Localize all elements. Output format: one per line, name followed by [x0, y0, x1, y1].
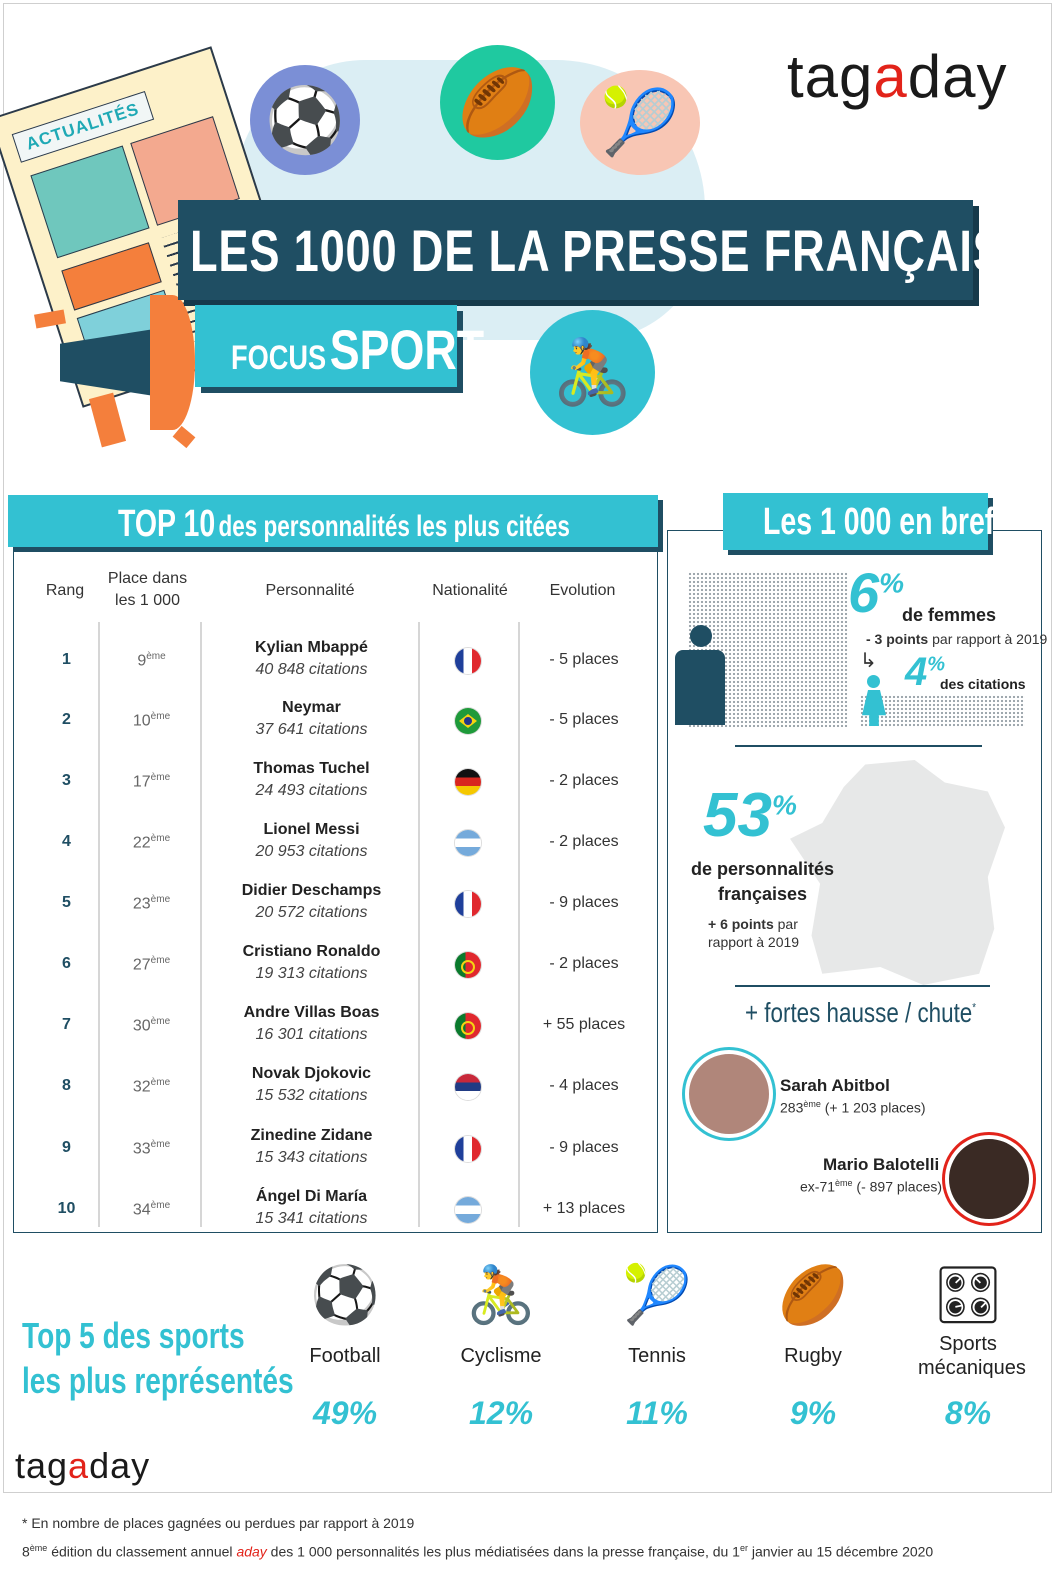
man-icon — [675, 650, 725, 725]
france-flag-icon — [455, 891, 481, 917]
focus-banner — [195, 305, 485, 387]
argentina-flag-icon — [455, 830, 481, 856]
place-cell: 30ème — [132, 1016, 171, 1035]
place-cell: 10ème — [132, 711, 171, 730]
sport-football — [275, 1260, 415, 1431]
citation-count: 15 532 citations — [255, 1087, 368, 1104]
table-row — [14, 631, 654, 692]
steering-wheel-icon: 🎛 — [932, 1263, 1004, 1326]
citations-label: des citations — [940, 676, 1026, 692]
table-row — [14, 996, 654, 1057]
down-rank: ex-71ème (- 897 places) — [800, 1178, 943, 1195]
french-label: de personnalités françaises — [690, 859, 835, 904]
top5-label: Top 5 des sports les plus représentés — [22, 1315, 294, 1401]
citation-count: 15 343 citations — [255, 1149, 368, 1166]
citation-count: 16 301 citations — [255, 1026, 368, 1043]
mario-balotelli-avatar — [945, 1135, 1033, 1223]
evolution-cell: - 5 places — [549, 711, 619, 728]
rank-cell: 4 — [62, 833, 71, 850]
person-name: Lionel Messi — [263, 821, 360, 838]
sport-rugby — [743, 1260, 883, 1431]
megaphone-mouth — [150, 295, 195, 430]
place-cell: 22ème — [132, 833, 171, 852]
moves-title: + fortes hausse / chute* — [745, 997, 976, 1028]
citation-count: 20 572 citations — [255, 904, 368, 921]
tagaday-logo: tagaday — [15, 1445, 151, 1486]
table-row — [14, 813, 654, 874]
french-percent: 53% — [703, 781, 797, 850]
place-cell: 33ème — [132, 1139, 171, 1158]
person-name: Zinedine Zidane — [250, 1127, 373, 1144]
citation-count: 37 641 citations — [255, 721, 368, 738]
rank-cell: 5 — [62, 894, 71, 911]
person-name: Thomas Tuchel — [253, 760, 370, 777]
sport-name: Football — [309, 1345, 381, 1367]
citation-count: 40 848 citations — [255, 661, 368, 678]
evolution-cell: - 2 places — [549, 955, 619, 972]
evolution-cell: - 4 places — [549, 1077, 619, 1094]
person-name: Neymar — [282, 699, 341, 716]
page-title: LES 1000 DE LA PRESSE FRANÇAISE — [190, 219, 1035, 284]
sport-percent: 12% — [468, 1395, 534, 1431]
sport-cycling — [431, 1260, 571, 1431]
place-cell: 17ème — [132, 772, 171, 791]
table-row — [14, 874, 654, 935]
rank-cell: 8 — [62, 1077, 71, 1094]
evolution-cell: - 2 places — [549, 833, 619, 850]
women-change: - 3 points par rapport à 2019 — [866, 631, 1048, 647]
col-rank: Rang — [45, 582, 85, 599]
evolution-cell: - 9 places — [549, 1139, 619, 1156]
focus-label: FOCUS — [231, 339, 327, 377]
portugal-flag-icon — [455, 1013, 481, 1039]
rank-cell: 1 — [62, 651, 71, 668]
citation-count: 15 341 citations — [255, 1210, 368, 1227]
top10-title-bold: TOP 10 — [118, 503, 216, 545]
sport-percent: 8% — [944, 1395, 992, 1431]
divider — [735, 985, 990, 987]
bref-header — [723, 493, 995, 550]
up-name: Sarah Abitbol — [780, 1076, 890, 1095]
cyclist-icon: 🚴 — [466, 1263, 536, 1326]
sarah-abitbol-avatar — [685, 1050, 773, 1138]
rank-cell: 3 — [62, 772, 71, 789]
sport-name: Sports mécaniques — [918, 1333, 1026, 1379]
col-evolution: Evolution — [549, 582, 616, 599]
place-cell: 9ème — [137, 651, 166, 670]
down-name: Mario Balotelli — [823, 1155, 940, 1174]
brazil-flag-icon — [455, 708, 481, 734]
table-row — [14, 935, 654, 996]
rank-cell: 9 — [62, 1139, 71, 1156]
citation-count: 20 953 citations — [255, 843, 368, 860]
col-person: Personnalité — [265, 582, 355, 599]
evolution-cell: + 13 places — [542, 1200, 626, 1217]
women-percent: 6% — [848, 561, 905, 624]
bref-title: Les 1 000 en bref — [763, 501, 995, 543]
edition-note: 8ème édition du classement annuel aday des 1 000 personnalités les plus médiatisées dans la presse française, du 1er janvier au 15 décembre 2020 — [22, 1543, 934, 1560]
table-row — [14, 1119, 654, 1180]
person-name: Kylian Mbappé — [255, 639, 368, 656]
rank-cell: 10 — [57, 1200, 76, 1217]
france-flag-icon — [455, 648, 481, 674]
rugby-bubble-icon: 🏉 — [440, 45, 555, 160]
sport-name: Cyclisme — [460, 1345, 542, 1367]
place-cell: 23ème — [132, 894, 171, 913]
serbia-flag-icon — [455, 1074, 481, 1100]
person-name: Didier Deschamps — [241, 882, 382, 899]
person-name: Ángel Di María — [255, 1188, 368, 1205]
french-change: + 6 points par rapport à 2019 — [708, 916, 800, 950]
up-rank: 283ème (+ 1 203 places) — [780, 1099, 926, 1116]
person-name: Cristiano Ronaldo — [242, 943, 381, 960]
col-place: Place dans les 1 000 — [107, 570, 188, 609]
sport-percent: 9% — [789, 1395, 837, 1431]
sport-motorsport — [898, 1260, 1038, 1431]
evolution-cell: + 55 places — [542, 1016, 626, 1033]
evolution-cell: - 2 places — [549, 772, 619, 789]
table-row — [14, 691, 654, 752]
footnote: * En nombre de places gagnées ou perdues par rapport à 2019 — [22, 1515, 415, 1531]
curved-arrow-icon: ↳ — [860, 650, 877, 672]
col-nationality: Nationalité — [432, 582, 508, 599]
football-icon: ⚽ — [310, 1263, 380, 1326]
sport-percent: 49% — [312, 1395, 378, 1431]
cyclist-bubble-icon: 🚴 — [530, 310, 655, 435]
table-row — [14, 1180, 654, 1241]
title-banner — [178, 200, 1035, 300]
evolution-cell: - 5 places — [549, 651, 619, 668]
person-name: Novak Djokovic — [251, 1065, 372, 1082]
rank-cell: 6 — [62, 955, 71, 972]
citation-count: 24 493 citations — [255, 782, 368, 799]
portugal-flag-icon — [455, 952, 481, 978]
place-cell: 32ème — [132, 1077, 171, 1096]
sport-name: Tennis — [628, 1345, 686, 1367]
citations-percent: 4% — [905, 650, 946, 694]
place-cell: 27ème — [132, 955, 171, 974]
top10-header — [8, 495, 658, 547]
divider — [735, 745, 982, 747]
sport-tennis — [587, 1260, 727, 1431]
rank-cell: 2 — [62, 711, 71, 728]
football-bubble-icon: ⚽ — [250, 65, 360, 175]
tagaday-logo: tagaday — [787, 43, 1008, 110]
place-cell: 34ème — [132, 1200, 171, 1219]
rank-cell: 7 — [62, 1016, 71, 1033]
argentina-flag-icon — [455, 1197, 481, 1223]
woman-head-icon — [867, 675, 880, 688]
sport-name: Rugby — [784, 1345, 842, 1367]
focus-topic: SPORT — [329, 318, 485, 381]
evolution-cell: - 9 places — [549, 894, 619, 911]
tennis-icon: 🎾 — [622, 1263, 692, 1326]
virus-picture — [30, 146, 149, 259]
france-flag-icon — [455, 1136, 481, 1162]
table-row — [14, 1057, 654, 1118]
newspaper-tag: ACTUALITÉS — [12, 91, 154, 163]
person-name: Andre Villas Boas — [243, 1004, 380, 1021]
germany-flag-icon — [455, 769, 481, 795]
sport-percent: 11% — [626, 1395, 688, 1431]
table-row — [14, 752, 654, 813]
rugby-icon: 🏉 — [778, 1263, 848, 1326]
citation-count: 19 313 citations — [255, 965, 368, 982]
tennis-bubble-icon: 🎾 — [580, 70, 700, 175]
top10-title-rest: des personnalités les plus citées — [218, 510, 570, 543]
man-head-icon — [690, 625, 712, 647]
women-label: de femmes — [902, 605, 997, 625]
